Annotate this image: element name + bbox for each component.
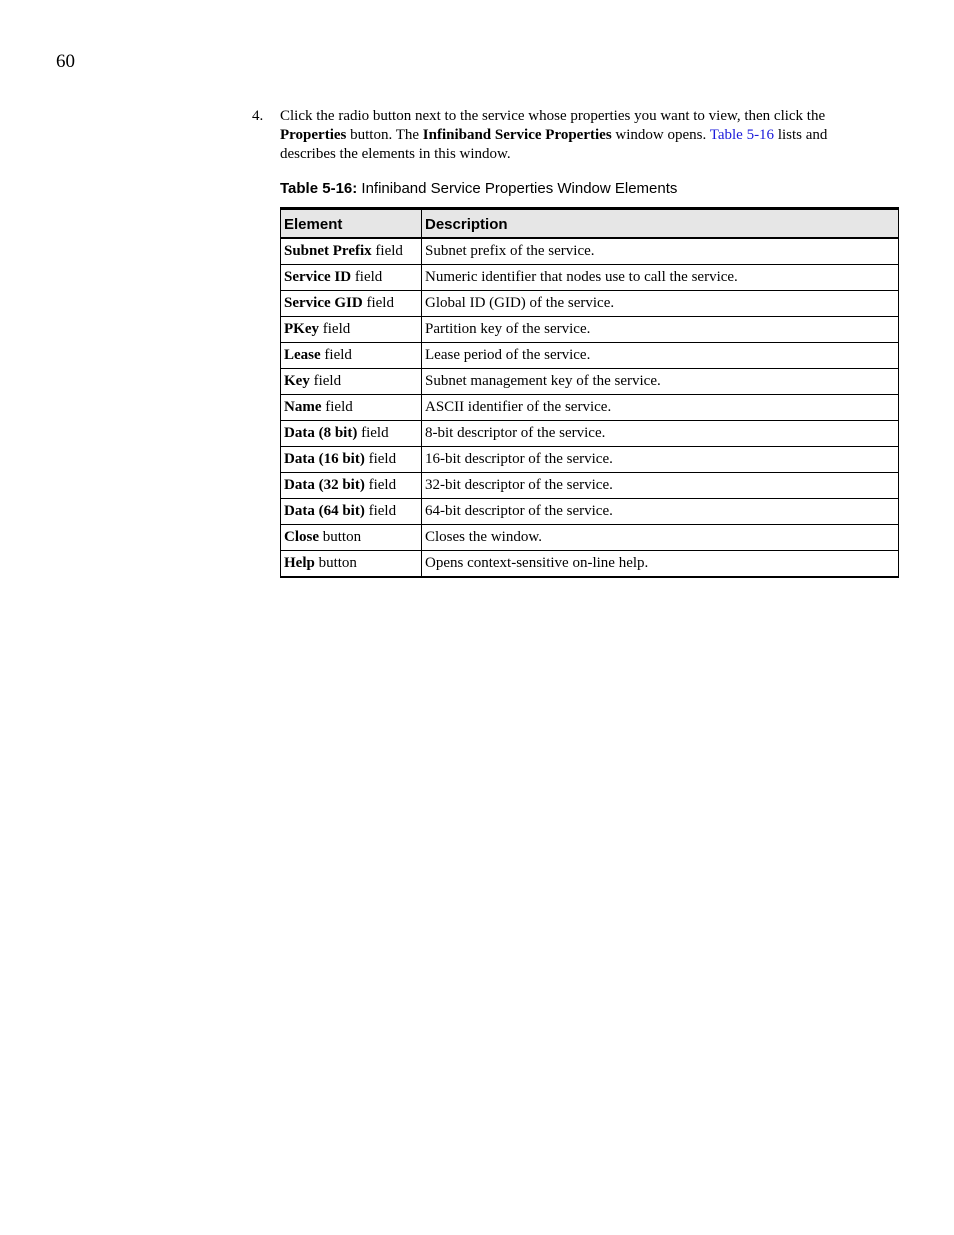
element-cell <box>281 499 422 525</box>
element-type: field <box>309 373 342 389</box>
element-cell <box>281 473 422 499</box>
element-type: field <box>351 269 383 285</box>
step-text-1: Click the radio button next to the service whose properties you want to view, then click the <box>280 108 826 124</box>
table-link[interactable]: Table 5-16 <box>709 127 775 143</box>
element-name: PKey <box>284 321 319 337</box>
table-caption-title: Infiniband Service Properties Window Elements <box>357 180 678 197</box>
description-cell: 16-bit descriptor of the service. <box>422 447 899 473</box>
description-cell: 8-bit descriptor of the service. <box>422 421 899 447</box>
element-type: field <box>362 295 394 311</box>
page-number: 60 <box>56 51 75 72</box>
window-name-ref: Infiniband Service Properties <box>422 127 612 143</box>
table-row <box>281 525 899 551</box>
element-cell <box>281 421 422 447</box>
element-name: Data (32 bit) <box>284 477 365 493</box>
element-cell <box>281 317 422 343</box>
element-name: Close <box>284 529 319 545</box>
step-number: 4. <box>252 108 264 124</box>
table-row <box>281 395 899 421</box>
element-name: Subnet Prefix <box>284 243 372 259</box>
element-type: field <box>357 425 389 441</box>
element-name: Name <box>284 399 322 415</box>
element-type: field <box>371 243 403 259</box>
step-text-3: window opens. <box>611 127 710 143</box>
element-cell <box>281 265 422 291</box>
element-type: button <box>314 555 357 571</box>
description-cell: Numeric identifier that nodes use to call the service. <box>422 265 899 291</box>
element-type: field <box>364 503 397 519</box>
table-row <box>281 265 899 291</box>
element-type: field <box>320 347 352 363</box>
step-4 <box>252 107 862 164</box>
element-name: Lease <box>284 347 321 363</box>
element-name: Help <box>284 555 315 571</box>
description-cell: Partition key of the service. <box>422 317 899 343</box>
table-row <box>281 317 899 343</box>
table-caption-label: Table 5-16: <box>280 180 358 197</box>
header-description: Description <box>422 209 899 239</box>
table-row <box>281 499 899 525</box>
element-cell <box>281 238 422 265</box>
step-text-4: lists and describes the elements in this window. <box>280 127 828 162</box>
element-type: field <box>364 451 397 467</box>
element-name: Data (16 bit) <box>284 451 365 467</box>
description-cell: ASCII identifier of the service. <box>422 395 899 421</box>
description-cell: Subnet prefix of the service. <box>422 238 899 265</box>
description-cell: Global ID (GID) of the service. <box>422 291 899 317</box>
table-caption <box>280 179 677 198</box>
description-cell: Closes the window. <box>422 525 899 551</box>
element-name: Key <box>284 373 310 389</box>
table-row <box>281 238 899 265</box>
table-row <box>281 473 899 499</box>
table-row <box>281 369 899 395</box>
element-name: Service GID <box>284 295 363 311</box>
element-name: Data (8 bit) <box>284 425 358 441</box>
table-row <box>281 291 899 317</box>
header-element: Element <box>281 209 422 239</box>
step-text <box>280 107 862 164</box>
table-row <box>281 551 899 578</box>
table-row <box>281 447 899 473</box>
element-cell <box>281 343 422 369</box>
description-cell: Lease period of the service. <box>422 343 899 369</box>
element-cell <box>281 369 422 395</box>
description-cell: 64-bit descriptor of the service. <box>422 499 899 525</box>
element-cell <box>281 291 422 317</box>
element-type: field <box>364 477 397 493</box>
element-cell <box>281 395 422 421</box>
description-cell: 32-bit descriptor of the service. <box>422 473 899 499</box>
element-cell <box>281 525 422 551</box>
element-type: field <box>321 399 353 415</box>
element-cell <box>281 551 422 578</box>
step-text-2: button. The <box>346 127 423 143</box>
element-cell <box>281 447 422 473</box>
element-name: Service ID <box>284 269 352 285</box>
element-type: button <box>319 529 362 545</box>
table-header-row <box>281 209 899 239</box>
description-cell: Subnet management key of the service. <box>422 369 899 395</box>
elements-table <box>280 207 899 578</box>
table-row <box>281 421 899 447</box>
element-name: Data (64 bit) <box>284 503 365 519</box>
properties-button-ref: Properties <box>280 127 347 143</box>
element-type: field <box>319 321 351 337</box>
description-cell: Opens context-sensitive on-line help. <box>422 551 899 578</box>
table-row <box>281 343 899 369</box>
